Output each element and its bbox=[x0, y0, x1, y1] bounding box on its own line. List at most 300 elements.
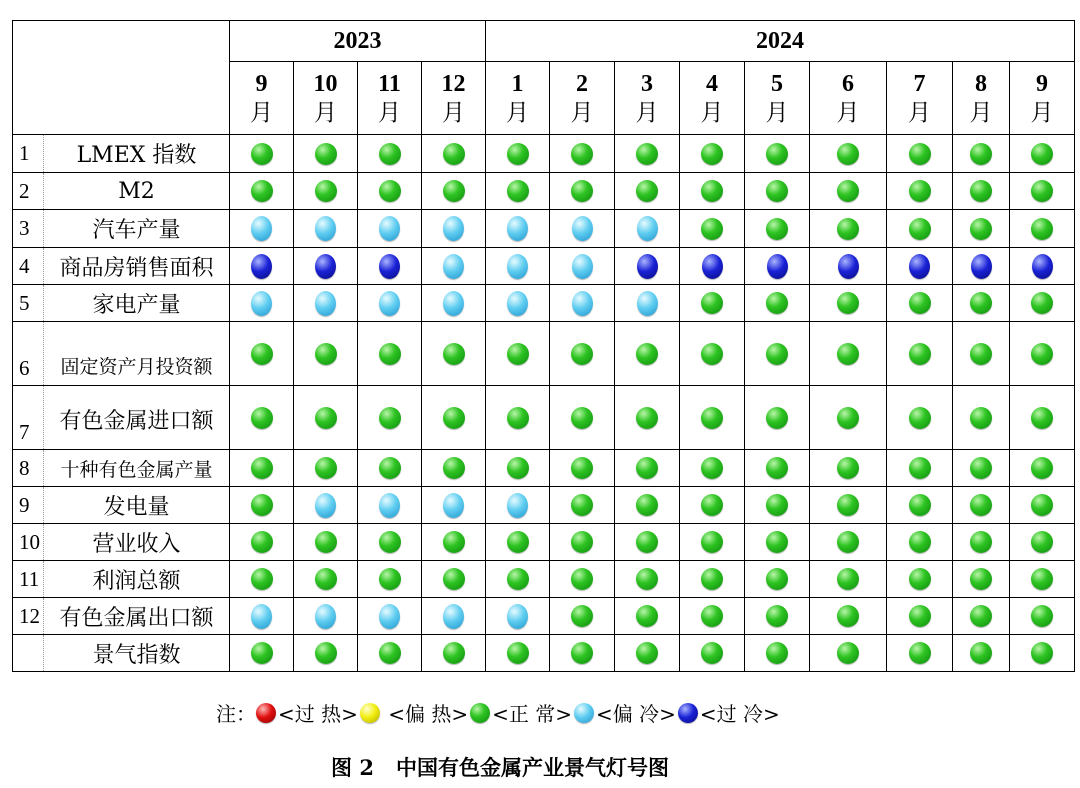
month-unit: 月 bbox=[506, 99, 529, 126]
light-cell bbox=[887, 248, 953, 285]
green-light-icon bbox=[315, 642, 337, 664]
light-cell bbox=[953, 248, 1010, 285]
light-cell bbox=[615, 487, 680, 524]
light-cell bbox=[358, 386, 422, 450]
green-light-icon bbox=[315, 568, 337, 590]
month-unit: 月 bbox=[250, 99, 273, 126]
green-light-icon bbox=[1031, 343, 1053, 365]
green-light-icon bbox=[970, 407, 992, 429]
green-light-icon bbox=[251, 642, 273, 664]
indicator-row bbox=[13, 322, 1075, 386]
green-light-icon bbox=[909, 343, 931, 365]
green-light-icon bbox=[571, 180, 593, 202]
green-light-icon bbox=[571, 605, 593, 627]
green-light-icon bbox=[837, 143, 859, 165]
light-cell bbox=[745, 450, 810, 487]
light-cell bbox=[887, 635, 953, 672]
light-cell bbox=[358, 487, 422, 524]
light-cell bbox=[294, 322, 358, 386]
light-cell bbox=[680, 135, 745, 173]
light-cell bbox=[230, 285, 294, 322]
green-light-icon bbox=[443, 143, 465, 165]
green-light-icon bbox=[1031, 642, 1053, 664]
green-light-icon bbox=[701, 531, 723, 553]
green-light-icon bbox=[837, 343, 859, 365]
light-cell bbox=[615, 285, 680, 322]
light-blue-light-icon bbox=[572, 254, 593, 279]
green-light-icon bbox=[701, 292, 723, 314]
green-light-icon bbox=[837, 457, 859, 479]
light-cell bbox=[422, 210, 486, 248]
light-cell bbox=[953, 386, 1010, 450]
light-cell bbox=[1010, 210, 1075, 248]
light-cell bbox=[358, 210, 422, 248]
row-number: 1 bbox=[13, 135, 44, 173]
green-light-icon bbox=[701, 494, 723, 516]
light-cell bbox=[953, 210, 1010, 248]
light-cell bbox=[1010, 561, 1075, 598]
green-light-icon bbox=[701, 180, 723, 202]
light-cell bbox=[887, 173, 953, 210]
green-light-icon bbox=[766, 343, 788, 365]
month-header bbox=[680, 62, 745, 135]
green-light-icon bbox=[571, 568, 593, 590]
legend-item bbox=[360, 698, 468, 727]
dark-blue-light-icon bbox=[678, 703, 698, 723]
green-light-icon bbox=[909, 494, 931, 516]
green-light-icon bbox=[837, 568, 859, 590]
light-cell bbox=[294, 210, 358, 248]
light-cell bbox=[486, 248, 550, 285]
indicator-row bbox=[13, 248, 1075, 285]
month-unit: 月 bbox=[570, 99, 594, 126]
green-light-icon bbox=[1031, 605, 1053, 627]
indicator-label: 有色金属进口额 bbox=[44, 386, 230, 450]
green-light-icon bbox=[766, 568, 788, 590]
green-light-icon bbox=[507, 343, 529, 365]
light-blue-light-icon bbox=[379, 291, 400, 316]
green-light-icon bbox=[766, 180, 788, 202]
light-cell bbox=[422, 248, 486, 285]
green-light-icon bbox=[443, 407, 465, 429]
light-cell bbox=[953, 450, 1010, 487]
green-light-icon bbox=[636, 568, 658, 590]
light-cell bbox=[615, 561, 680, 598]
light-cell bbox=[887, 135, 953, 173]
light-cell bbox=[550, 386, 615, 450]
light-cell bbox=[422, 598, 486, 635]
light-blue-light-icon bbox=[443, 604, 464, 629]
light-blue-light-icon bbox=[507, 216, 528, 241]
light-cell bbox=[615, 135, 680, 173]
green-light-icon bbox=[766, 292, 788, 314]
dark-blue-light-icon bbox=[838, 254, 859, 279]
row-number: 11 bbox=[13, 561, 44, 598]
green-light-icon bbox=[909, 292, 931, 314]
green-light-icon bbox=[315, 143, 337, 165]
light-cell bbox=[230, 322, 294, 386]
green-light-icon bbox=[636, 407, 658, 429]
green-light-icon bbox=[701, 568, 723, 590]
green-light-icon bbox=[443, 457, 465, 479]
legend bbox=[216, 698, 782, 727]
green-light-icon bbox=[970, 642, 992, 664]
indicator-row bbox=[13, 561, 1075, 598]
dark-blue-light-icon bbox=[379, 254, 400, 279]
indicator-row bbox=[13, 450, 1075, 487]
light-cell bbox=[550, 524, 615, 561]
corner-cell bbox=[13, 21, 230, 135]
light-cell bbox=[887, 285, 953, 322]
light-cell bbox=[486, 173, 550, 210]
green-light-icon bbox=[379, 143, 401, 165]
light-cell bbox=[422, 561, 486, 598]
light-cell bbox=[550, 561, 615, 598]
light-cell bbox=[810, 322, 887, 386]
light-cell bbox=[358, 524, 422, 561]
light-cell bbox=[550, 598, 615, 635]
green-light-icon bbox=[507, 143, 529, 165]
green-light-icon bbox=[701, 605, 723, 627]
green-light-icon bbox=[766, 494, 788, 516]
light-cell bbox=[745, 285, 810, 322]
green-light-icon bbox=[837, 642, 859, 664]
light-blue-light-icon bbox=[507, 254, 528, 279]
green-light-icon bbox=[507, 457, 529, 479]
light-cell bbox=[953, 173, 1010, 210]
month-number: 5 bbox=[771, 70, 783, 97]
light-cell bbox=[680, 598, 745, 635]
dark-blue-light-icon bbox=[637, 254, 658, 279]
indicator-row bbox=[13, 487, 1075, 524]
light-blue-light-icon bbox=[315, 291, 336, 316]
green-light-icon bbox=[909, 143, 931, 165]
light-cell bbox=[294, 135, 358, 173]
light-cell bbox=[1010, 285, 1075, 322]
green-light-icon bbox=[701, 407, 723, 429]
month-number: 2 bbox=[576, 70, 588, 97]
light-cell bbox=[680, 524, 745, 561]
green-light-icon bbox=[1031, 143, 1053, 165]
green-light-icon bbox=[636, 605, 658, 627]
green-light-icon bbox=[443, 642, 465, 664]
light-cell bbox=[745, 210, 810, 248]
green-light-icon bbox=[766, 143, 788, 165]
light-cell bbox=[1010, 248, 1075, 285]
light-cell bbox=[486, 285, 550, 322]
green-light-icon bbox=[970, 568, 992, 590]
green-light-icon bbox=[909, 568, 931, 590]
indicator-label: 商品房销售面积 bbox=[44, 248, 230, 285]
green-light-icon bbox=[701, 218, 723, 240]
green-light-icon bbox=[379, 407, 401, 429]
yellow-light-icon bbox=[360, 703, 380, 723]
month-number: 10 bbox=[313, 70, 338, 97]
green-light-icon bbox=[379, 180, 401, 202]
light-cell bbox=[615, 386, 680, 450]
indicator-row bbox=[13, 173, 1075, 210]
light-cell bbox=[358, 561, 422, 598]
light-cell bbox=[745, 173, 810, 210]
light-cell bbox=[810, 173, 887, 210]
green-light-icon bbox=[1031, 292, 1053, 314]
green-light-icon bbox=[909, 218, 931, 240]
light-cell bbox=[810, 248, 887, 285]
month-header bbox=[230, 62, 294, 135]
green-light-icon bbox=[315, 180, 337, 202]
light-cell bbox=[294, 561, 358, 598]
green-light-icon bbox=[251, 457, 273, 479]
light-cell bbox=[615, 248, 680, 285]
green-light-icon bbox=[909, 180, 931, 202]
light-cell bbox=[486, 487, 550, 524]
year-header: 2023 bbox=[230, 21, 486, 62]
green-light-icon bbox=[701, 343, 723, 365]
light-blue-light-icon bbox=[637, 216, 658, 241]
indicator-label: 景气指数 bbox=[44, 635, 230, 672]
month-header bbox=[1010, 62, 1075, 135]
light-cell bbox=[953, 487, 1010, 524]
green-light-icon bbox=[1031, 407, 1053, 429]
green-light-icon bbox=[701, 642, 723, 664]
light-cell bbox=[486, 386, 550, 450]
green-light-icon bbox=[837, 494, 859, 516]
green-light-icon bbox=[766, 457, 788, 479]
green-light-icon bbox=[507, 531, 529, 553]
legend-label: <偏 热> bbox=[381, 702, 469, 726]
indicator-label: 十种有色金属产量 bbox=[44, 450, 230, 487]
light-cell bbox=[230, 561, 294, 598]
row-number: 6 bbox=[13, 322, 44, 386]
green-light-icon bbox=[837, 531, 859, 553]
legend-label: <正 常> bbox=[492, 702, 572, 726]
light-cell bbox=[745, 598, 810, 635]
row-number: 12 bbox=[13, 598, 44, 635]
light-cell bbox=[358, 322, 422, 386]
green-light-icon bbox=[636, 457, 658, 479]
month-number: 6 bbox=[842, 70, 854, 97]
light-cell bbox=[1010, 386, 1075, 450]
light-cell bbox=[1010, 487, 1075, 524]
light-cell bbox=[615, 173, 680, 210]
green-light-icon bbox=[315, 343, 337, 365]
row-number: 4 bbox=[13, 248, 44, 285]
light-cell bbox=[550, 450, 615, 487]
green-light-icon bbox=[970, 531, 992, 553]
green-light-icon bbox=[1031, 218, 1053, 240]
green-light-icon bbox=[766, 531, 788, 553]
month-number: 4 bbox=[706, 70, 718, 97]
light-cell bbox=[486, 561, 550, 598]
light-cell bbox=[887, 386, 953, 450]
green-light-icon bbox=[970, 494, 992, 516]
legend-label: <过 冷> bbox=[699, 702, 780, 726]
month-unit: 月 bbox=[442, 99, 465, 126]
green-light-icon bbox=[1031, 568, 1053, 590]
green-light-icon bbox=[251, 494, 273, 516]
light-cell bbox=[230, 524, 294, 561]
green-light-icon bbox=[315, 457, 337, 479]
green-light-icon bbox=[379, 531, 401, 553]
light-cell bbox=[422, 524, 486, 561]
signal-light-table bbox=[12, 20, 1075, 672]
light-blue-light-icon bbox=[443, 493, 464, 518]
light-cell bbox=[810, 210, 887, 248]
month-header bbox=[358, 62, 422, 135]
green-light-icon bbox=[315, 531, 337, 553]
indicator-label: 有色金属出口额 bbox=[44, 598, 230, 635]
light-cell bbox=[953, 598, 1010, 635]
green-light-icon bbox=[507, 407, 529, 429]
figure-title: 中国有色金属产业景气灯号图 bbox=[395, 755, 669, 780]
month-number: 8 bbox=[975, 70, 987, 97]
light-cell bbox=[680, 248, 745, 285]
light-cell bbox=[422, 386, 486, 450]
light-blue-light-icon bbox=[251, 216, 272, 241]
light-cell bbox=[615, 450, 680, 487]
light-cell bbox=[230, 248, 294, 285]
month-header bbox=[615, 62, 680, 135]
light-cell bbox=[887, 524, 953, 561]
dark-blue-light-icon bbox=[1032, 254, 1053, 279]
month-unit: 月 bbox=[635, 99, 659, 126]
light-cell bbox=[887, 561, 953, 598]
light-cell bbox=[422, 635, 486, 672]
light-cell bbox=[294, 450, 358, 487]
indicator-label: 发电量 bbox=[44, 487, 230, 524]
light-cell bbox=[486, 322, 550, 386]
row-number: 2 bbox=[13, 173, 44, 210]
light-cell bbox=[422, 487, 486, 524]
light-cell bbox=[550, 322, 615, 386]
green-light-icon bbox=[636, 180, 658, 202]
light-cell bbox=[294, 524, 358, 561]
light-cell bbox=[294, 487, 358, 524]
light-cell bbox=[1010, 173, 1075, 210]
light-cell bbox=[953, 285, 1010, 322]
year-header: 2024 bbox=[486, 21, 1075, 62]
green-light-icon bbox=[379, 568, 401, 590]
row-number bbox=[13, 635, 44, 672]
light-cell bbox=[887, 210, 953, 248]
green-light-icon bbox=[443, 568, 465, 590]
green-light-icon bbox=[970, 343, 992, 365]
green-light-icon bbox=[507, 642, 529, 664]
light-cell bbox=[810, 524, 887, 561]
light-cell bbox=[680, 210, 745, 248]
month-unit: 月 bbox=[1030, 99, 1054, 126]
light-cell bbox=[230, 135, 294, 173]
light-cell bbox=[1010, 524, 1075, 561]
light-cell bbox=[953, 635, 1010, 672]
light-cell bbox=[680, 635, 745, 672]
light-cell bbox=[486, 524, 550, 561]
indicator-row bbox=[13, 524, 1075, 561]
green-light-icon bbox=[251, 180, 273, 202]
green-light-icon bbox=[636, 642, 658, 664]
light-cell bbox=[745, 248, 810, 285]
light-cell bbox=[486, 598, 550, 635]
month-header bbox=[810, 62, 887, 135]
green-light-icon bbox=[909, 605, 931, 627]
light-blue-light-icon bbox=[574, 703, 594, 723]
light-blue-light-icon bbox=[379, 604, 400, 629]
month-unit: 月 bbox=[314, 99, 337, 126]
green-light-icon bbox=[443, 343, 465, 365]
month-number: 3 bbox=[641, 70, 653, 97]
light-cell bbox=[550, 173, 615, 210]
green-light-icon bbox=[701, 143, 723, 165]
light-cell bbox=[953, 561, 1010, 598]
light-cell bbox=[422, 135, 486, 173]
light-cell bbox=[810, 487, 887, 524]
green-light-icon bbox=[970, 180, 992, 202]
green-light-icon bbox=[1031, 457, 1053, 479]
indicator-row bbox=[13, 386, 1075, 450]
indicator-label: 汽车产量 bbox=[44, 210, 230, 248]
row-number: 8 bbox=[13, 450, 44, 487]
light-cell bbox=[810, 135, 887, 173]
green-light-icon bbox=[766, 407, 788, 429]
legend-item bbox=[256, 698, 358, 727]
light-cell bbox=[810, 635, 887, 672]
light-cell bbox=[1010, 598, 1075, 635]
light-cell bbox=[615, 210, 680, 248]
light-cell bbox=[745, 635, 810, 672]
light-cell bbox=[953, 322, 1010, 386]
light-blue-light-icon bbox=[251, 604, 272, 629]
dark-blue-light-icon bbox=[909, 254, 930, 279]
green-light-icon bbox=[571, 531, 593, 553]
light-cell bbox=[887, 598, 953, 635]
dark-blue-light-icon bbox=[251, 254, 272, 279]
green-light-icon bbox=[470, 703, 490, 723]
light-cell bbox=[810, 561, 887, 598]
light-cell bbox=[810, 598, 887, 635]
light-cell bbox=[887, 322, 953, 386]
green-light-icon bbox=[571, 143, 593, 165]
light-cell bbox=[745, 135, 810, 173]
green-light-icon bbox=[837, 407, 859, 429]
green-light-icon bbox=[571, 407, 593, 429]
light-cell bbox=[358, 173, 422, 210]
light-blue-light-icon bbox=[251, 291, 272, 316]
light-cell bbox=[230, 635, 294, 672]
month-unit: 月 bbox=[700, 99, 724, 126]
green-light-icon bbox=[970, 605, 992, 627]
light-cell bbox=[358, 285, 422, 322]
light-cell bbox=[810, 450, 887, 487]
light-cell bbox=[745, 386, 810, 450]
red-light-icon bbox=[256, 703, 276, 723]
light-blue-light-icon bbox=[443, 291, 464, 316]
light-cell bbox=[358, 248, 422, 285]
note-prefix: 注： bbox=[216, 702, 256, 726]
light-cell bbox=[680, 322, 745, 386]
light-cell bbox=[550, 285, 615, 322]
light-cell bbox=[615, 598, 680, 635]
light-cell bbox=[486, 450, 550, 487]
year-header-row bbox=[13, 21, 1075, 62]
light-cell bbox=[294, 285, 358, 322]
light-cell bbox=[680, 487, 745, 524]
light-cell bbox=[230, 173, 294, 210]
light-cell bbox=[486, 635, 550, 672]
light-blue-light-icon bbox=[507, 291, 528, 316]
legend-item bbox=[470, 698, 572, 727]
month-number: 1 bbox=[511, 70, 524, 97]
green-light-icon bbox=[315, 407, 337, 429]
